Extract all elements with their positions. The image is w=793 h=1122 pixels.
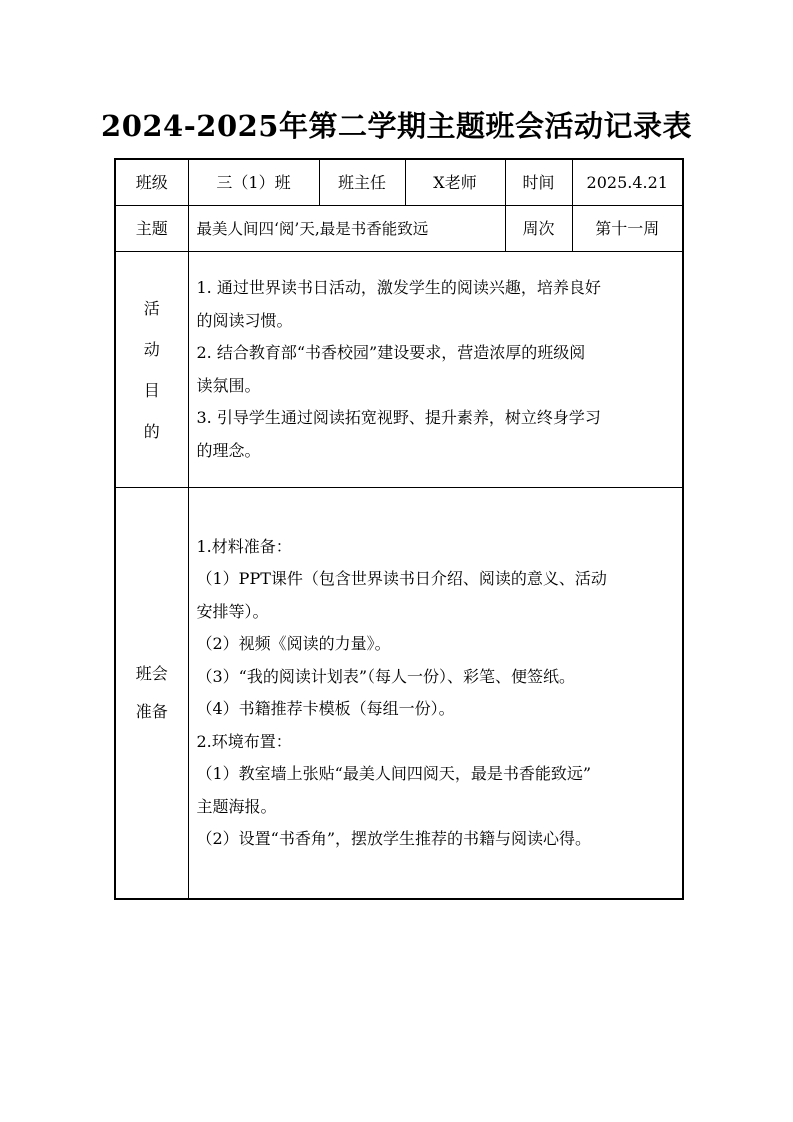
prep-line: 安排等）。 [196,601,269,621]
prep-line: （1）PPT课件（包含世界读书日介绍、阅读的意义、活动 [196,569,607,588]
goals-line: 的理念。 [196,440,261,460]
time-label: 时间 [505,159,572,206]
theme-value: 最美人间四‘阅’天,最是书香能致远 [188,206,505,252]
prep-label-line: 班会 [135,664,168,683]
goals-label-char: 动 [143,339,160,359]
table-row [115,206,683,252]
goals-label [115,252,188,488]
prep-line: 主题海报。 [196,796,277,816]
prep-line: （3）“我的阅读计划表”（每人一份）、彩笔、便签纸。 [196,666,576,686]
table-row [115,159,683,206]
prep-line: 1.材料准备： [196,536,292,556]
prep-line: （2）设置“书香角”，摆放学生推荐的书籍与阅读心得。 [196,829,592,848]
week-label: 周次 [505,206,572,252]
class-value: 三（1）班 [188,159,319,206]
goals-label-char: 目 [143,380,160,400]
week-value: 第十一周 [572,206,683,252]
goals-label-char: 的 [143,421,160,441]
prep-line: （1）教室墙上张贴“最美人间四阅天，最是书香能致远” [196,764,592,783]
theme-label: 主题 [115,206,188,252]
goals-line: 3. 引导学生通过阅读拓宽视野、提升素养，树立终身学习 [196,408,601,427]
table-row [115,488,683,900]
time-value: 2025.4.21 [572,159,683,206]
goals-line: 的阅读习惯。 [196,310,293,330]
goals-content [188,252,683,488]
goals-line: 读氛围。 [196,375,261,395]
goals-line: 2. 结合教育部“书香校园”建设要求，营造浓厚的班级阅 [196,343,586,362]
record-table [114,158,684,900]
prep-line: （4）书籍推荐卡模板（每组一份）。 [196,699,455,718]
prep-label [115,488,188,900]
prep-line: （2）视频《阅读的力量》。 [196,634,391,653]
teacher-value: X老师 [405,159,505,206]
prep-line: 2.环境布置： [196,731,292,751]
class-label: 班级 [115,159,188,206]
prep-content [188,488,683,900]
page-title: 2024-2025年第二学期主题班会活动记录表 [101,109,692,143]
prep-label-line: 准备 [135,702,168,721]
goals-label-char: 活 [143,298,160,318]
table-row [115,252,683,488]
teacher-label: 班主任 [319,159,405,206]
goals-line: 1. 通过世界读书日活动，激发学生的阅读兴趣，培养良好 [196,278,601,297]
